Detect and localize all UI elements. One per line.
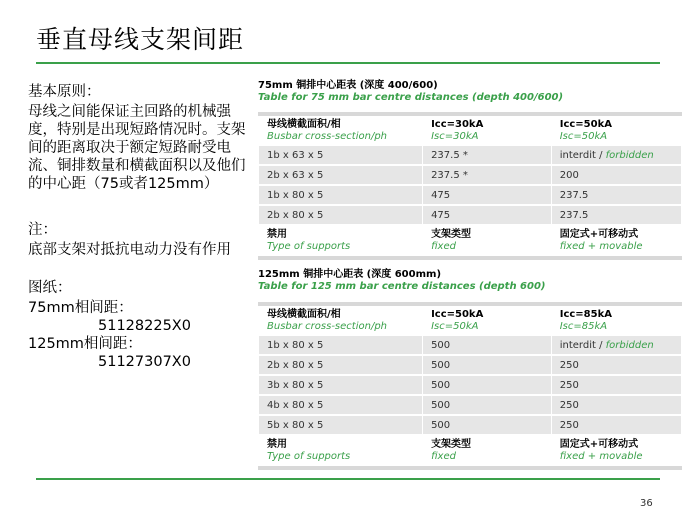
table75-footer-cell: 支架类型 fixed — [423, 225, 552, 258]
forbidden-fr: interdit / — [559, 339, 606, 351]
table125-header-cell: Icc=85kA Isc=85kA — [551, 304, 681, 336]
table75-header-row — [259, 114, 682, 146]
table75-caption — [258, 80, 563, 104]
forbidden-en: forbidden — [605, 339, 654, 351]
table-cell: 500 — [423, 336, 552, 355]
table-cell: 500 — [423, 415, 552, 435]
table-cell-forbidden — [551, 336, 681, 355]
table-row — [259, 205, 682, 225]
note-heading: 注： — [28, 222, 57, 238]
drawing-75-code: 51128225X0 — [98, 318, 191, 334]
table-cell: 2b x 80 x 5 — [259, 355, 423, 375]
principle-heading: 基本原则： — [28, 84, 101, 100]
table-cell: 500 — [423, 355, 552, 375]
table-row — [259, 375, 682, 395]
drawing-125-label: 125mm相间距： — [28, 336, 142, 352]
title-divider — [36, 62, 660, 64]
table75-footer-cell: 固定式+可移动式 fixed + movable — [551, 225, 681, 258]
table125-footer-cell: 禁用 Type of supports — [259, 435, 423, 468]
drawing-heading: 图纸： — [28, 280, 72, 296]
table-cell: 500 — [423, 375, 552, 395]
table75 — [258, 112, 682, 260]
table-cell: 237.5 — [551, 205, 681, 225]
table-cell: 4b x 80 x 5 — [259, 395, 423, 415]
table-cell: 250 — [551, 355, 681, 375]
table75-header-cell: Icc=50kA Isc=50kA — [551, 114, 681, 146]
table-row — [259, 355, 682, 375]
table125-caption — [258, 269, 546, 293]
table75-footer-row — [259, 225, 682, 258]
table-row — [259, 165, 682, 185]
bottom-divider — [36, 478, 660, 480]
table125-footer-cell: 固定式+可移动式 fixed + movable — [551, 435, 681, 468]
table-cell: 2b x 80 x 5 — [259, 205, 423, 225]
table125-footer-cell: 支架类型 fixed — [423, 435, 552, 468]
table-cell-forbidden — [551, 146, 681, 165]
table-cell: 3b x 80 x 5 — [259, 375, 423, 395]
table-cell: 1b x 63 x 5 — [259, 146, 423, 165]
table-cell: 237.5 — [551, 185, 681, 205]
page-number: 36 — [640, 498, 653, 509]
table-row — [259, 415, 682, 435]
table125-caption-en: Table for 125 mm bar centre distances (depth 600) — [258, 281, 546, 292]
table-cell: 475 — [423, 205, 552, 225]
table-row — [259, 336, 682, 355]
table-cell: 500 — [423, 395, 552, 415]
table75-header-cell: Icc=30kA Isc=30kA — [423, 114, 552, 146]
table-cell: 1b x 80 x 5 — [259, 185, 423, 205]
note-text: 底部支架对抵抗电动力没有作用 — [28, 242, 231, 258]
drawing-75-label: 75mm相间距： — [28, 300, 133, 316]
table-row — [259, 395, 682, 415]
table-cell: 1b x 80 x 5 — [259, 336, 423, 355]
table125-caption-cn: 125mm 铜排中心距表 (深度 600mm) — [258, 269, 442, 280]
principle-text: 母线之间能保证主回路的机械强度，特别是出现短路情况时。支架间的距离取决于额定短路耐受电流、铜排数量和横截面积以及他们的中心距（75或者125mm） — [28, 104, 246, 192]
table-cell: 200 — [551, 165, 681, 185]
table125-header-cell: 母线横截面积/相 Busbar cross-section/ph — [259, 304, 423, 336]
drawing-125-code: 51127307X0 — [98, 354, 191, 370]
table-cell: 237.5 * — [423, 146, 552, 165]
table-cell: 237.5 * — [423, 165, 552, 185]
left-text-column — [28, 83, 246, 371]
table-row — [259, 185, 682, 205]
table75-header-cell: 母线横截面积/相 Busbar cross-section/ph — [259, 114, 423, 146]
forbidden-en: forbidden — [605, 149, 654, 161]
table-cell: 5b x 80 x 5 — [259, 415, 423, 435]
table-cell: 2b x 63 x 5 — [259, 165, 423, 185]
table125-footer-row — [259, 435, 682, 468]
table-row — [259, 146, 682, 165]
table-cell: 475 — [423, 185, 552, 205]
table125-header-cell: Icc=50kA Isc=50kA — [423, 304, 552, 336]
table125 — [258, 302, 682, 470]
table-cell: 250 — [551, 375, 681, 395]
forbidden-fr: interdit / — [559, 149, 606, 161]
table-cell: 250 — [551, 415, 681, 435]
table75-footer-cell: 禁用 Type of supports — [259, 225, 423, 258]
table75-caption-en: Table for 75 mm bar centre distances (depth 400/600) — [258, 92, 564, 103]
page-title: 垂直母线支架间距 — [36, 25, 245, 54]
table-cell: 250 — [551, 395, 681, 415]
table125-header-row — [259, 304, 682, 336]
table75-caption-cn: 75mm 铜排中心距表 (深度 400/600) — [258, 80, 438, 91]
